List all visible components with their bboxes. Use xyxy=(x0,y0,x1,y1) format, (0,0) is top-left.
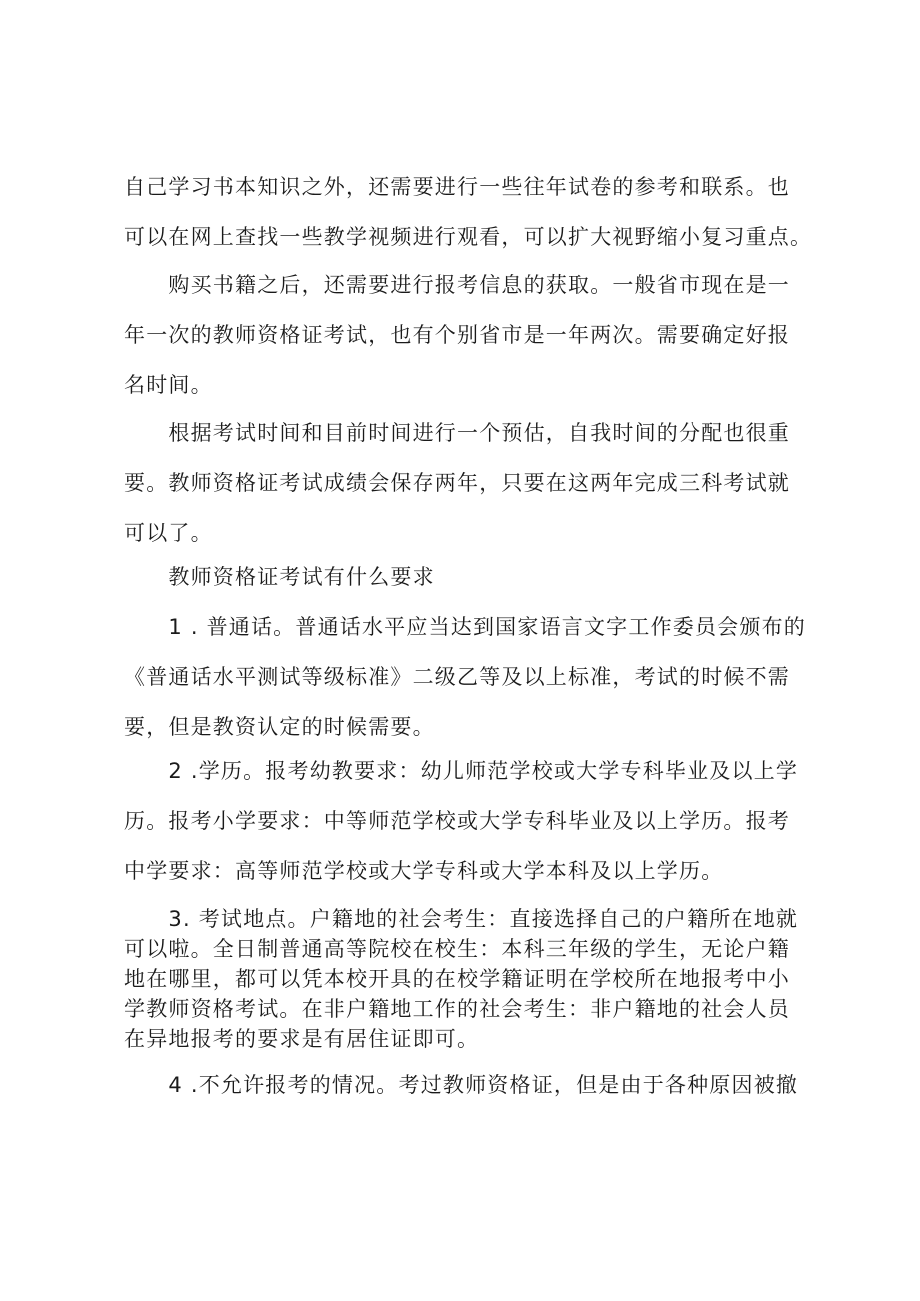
text-line: 学教师资格考试。在非户籍地工作的社会考生：非户籍地的社会人员 xyxy=(124,997,790,1021)
text-line: 可以了。 xyxy=(124,521,213,545)
text-line: 4 .不允许报考的情况。考过教师资格证，但是由于各种原因被撤 xyxy=(124,1073,799,1097)
text-line: 在异地报考的要求是有居住证即可。 xyxy=(124,1027,480,1051)
paragraph-education-requirement xyxy=(124,746,824,896)
text-line: 名时间。 xyxy=(124,373,213,397)
text-line: 可以在网上查找一些教学视频进行观看，可以扩大视野缩小复习重点。 xyxy=(124,225,813,249)
text-line: 根据考试时间和目前时间进行一个预估，自我时间的分配也很重 xyxy=(124,421,790,445)
heading-line: 教师资格证考试有什么要求 xyxy=(124,565,435,589)
text-line: 历。报考小学要求：中等师范学校或大学专科毕业及以上学历。报考 xyxy=(124,809,790,833)
paragraph-mandarin-requirement xyxy=(124,602,824,752)
paragraph-time-planning xyxy=(124,408,824,558)
text-line: 地在哪里，都可以凭本校开具的在校学籍证明在学校所在地报考中小 xyxy=(124,967,790,991)
section-heading xyxy=(124,552,824,602)
text-line: 2 .学历。报考幼教要求：幼儿师范学校或大学专科毕业及以上学 xyxy=(124,759,799,783)
text-line: 中学要求：高等师范学校或大学专科或大学本科及以上学历。 xyxy=(124,859,724,883)
text-line: 购买书籍之后，还需要进行报考信息的获取。一般省市现在是一 xyxy=(124,273,790,297)
text-line: 3. 考试地点。户籍地的社会考生：直接选择自己的户籍所在地就 xyxy=(124,907,799,931)
text-line: 《普通话水平测试等级标准》二级乙等及以上标准，考试的时候不需 xyxy=(124,665,790,689)
text-line: 可以啦。全日制普通高等院校在校生：本科三年级的学生，无论户籍 xyxy=(124,937,790,961)
text-line: 要。教师资格证考试成绩会保存两年，只要在这两年完成三科考试就 xyxy=(124,471,790,495)
paragraph-disallowed-cases xyxy=(124,1060,824,1110)
paragraph-exam-location xyxy=(124,904,824,1054)
paragraph-registration-info xyxy=(124,260,824,410)
text-line: 年一次的教师资格证考试，也有个别省市是一年两次。需要确定好报 xyxy=(124,323,790,347)
text-line: 自己学习书本知识之外，还需要进行一些往年试卷的参考和联系。也 xyxy=(124,175,790,199)
paragraph-study-methods xyxy=(124,162,824,262)
text-line: 1 . 普通话。普通话水平应当达到国家语言文字工作委员会颁布的 xyxy=(124,615,806,639)
text-line: 要，但是教资认定的时候需要。 xyxy=(124,715,435,739)
